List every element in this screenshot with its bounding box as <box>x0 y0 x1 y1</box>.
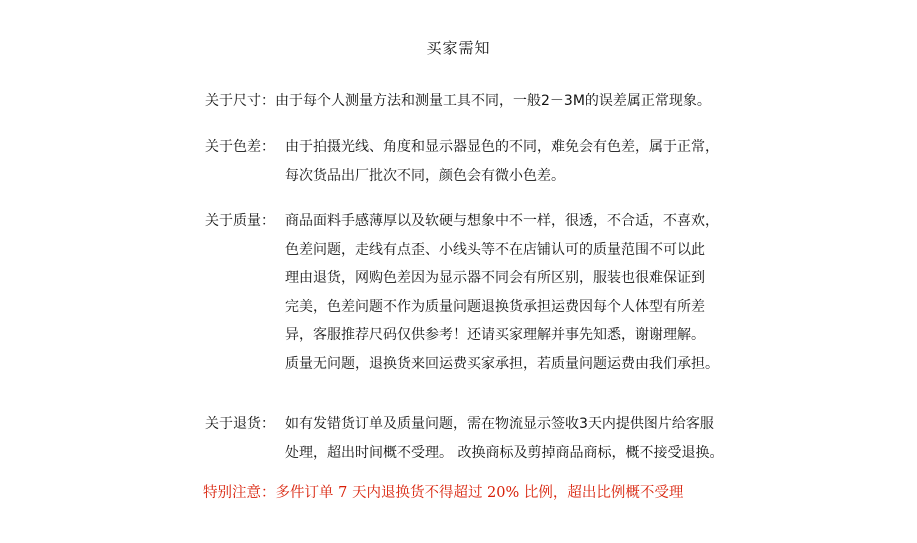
special-notice: 特别注意：多件订单 7 天内退换货不得超过 20% 比例，超出比例概不受理 <box>203 485 684 501</box>
section-quality <box>205 207 805 378</box>
section-returns-line: 处理，超出时间概不受理。 改换商标及剪掉商品商标，概不接受退换。 <box>285 444 724 461</box>
section-color <box>205 133 805 190</box>
section-quality-text <box>285 207 719 378</box>
section-quality-line: 色差问题，走线有点歪、小线头等不在店铺认可的质量范围不可以此 <box>285 241 705 258</box>
section-returns <box>205 410 805 467</box>
section-quality-line: 完美，色差问题不作为质量问题退换货承担运费因每个人体型有所差 <box>285 298 705 315</box>
section-quality-line: 质量无问题，退换货来回运费买家承担，若质量问题运费由我们承担。 <box>285 355 719 372</box>
section-color-line: 每次货品出厂批次不同，颜色会有微小色差。 <box>285 167 565 184</box>
section-color-label: 关于色差： <box>205 139 275 155</box>
section-returns-line: 如有发错货订单及质量问题，需在物流显示签收3天内提供图片给客服 <box>285 416 714 432</box>
page-title: 买家需知 <box>426 39 491 57</box>
section-quality-line: 商品面料手感薄厚以及软硬与想象中不一样，很透，不合适，不喜欢， <box>285 213 719 229</box>
section-size-text: 由于每个人测量方法和测量工具不同，一般2－3M的误差属正常现象。 <box>275 93 711 109</box>
section-quality-label: 关于质量： <box>205 213 275 229</box>
section-returns-text <box>285 410 723 467</box>
section-size <box>205 87 805 116</box>
section-size-label: 关于尺寸： <box>205 93 275 109</box>
section-quality-line: 理由退货，网购色差因为显示器不同会有所区别，服装也很难保证到 <box>285 270 705 286</box>
section-returns-label: 关于退货： <box>205 416 275 432</box>
section-color-text <box>285 133 719 190</box>
section-color-line: 由于拍摄光线、角度和显示器显色的不同，难免会有色差，属于正常， <box>285 139 719 155</box>
section-quality-line: 异，客服推荐尺码仅供参考！还请买家理解并事先知悉，谢谢理解。 <box>285 327 705 343</box>
